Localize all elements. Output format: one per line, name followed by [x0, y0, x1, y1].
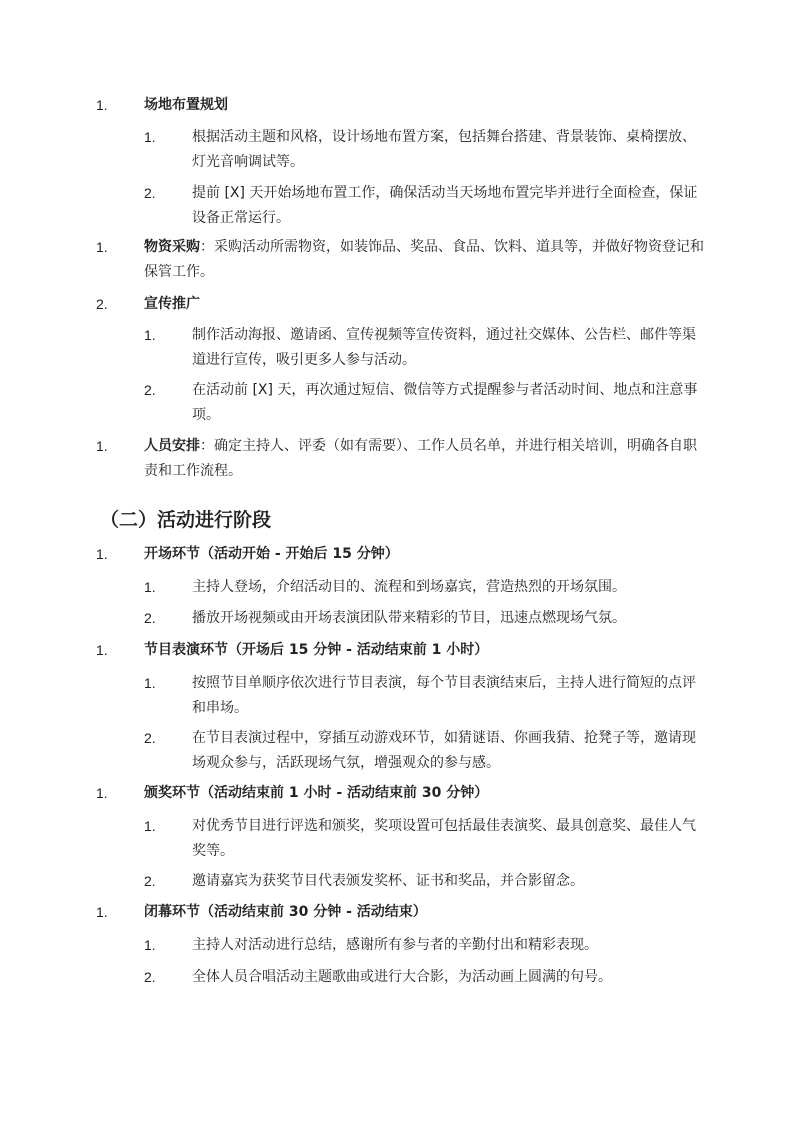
list-number: 1. — [144, 579, 156, 595]
list-number: 1. — [96, 239, 108, 255]
item-text: 根据活动主题和风格，设计场地布置方案，包括舞台搭建、背景装饰、桌椅摆放、灯光音响调试等。 — [192, 129, 696, 170]
list-number: 1. — [96, 904, 108, 920]
item-text: 播放开场视频或由开场表演团队带来精彩的节目，迅速点燃现场气氛。 — [192, 610, 626, 626]
list-number: 2. — [144, 382, 156, 398]
list-number: 2. — [96, 296, 108, 312]
item-title: 场地布置规划 — [144, 97, 228, 113]
list-number: 1. — [96, 438, 108, 454]
item-title: 节目表演环节（开场后 15 分钟 - 活动结束前 1 小时） — [144, 642, 489, 658]
item-title: 物资采购 — [144, 239, 200, 255]
item-text: 制作活动海报、邀请函、宣传视频等宣传资料，通过社交媒体、公告栏、邮件等渠道进行宣传，吸引更多人参与活动。 — [192, 327, 696, 368]
item-title: 开场环节（活动开始 - 开始后 15 分钟） — [144, 546, 399, 562]
item-text: 邀请嘉宾为获奖节目代表颁发奖杯、证书和奖品，并合影留念。 — [192, 873, 584, 889]
item-title: 闭幕环节（活动结束前 30 分钟 - 活动结束） — [144, 904, 427, 920]
item-text — [144, 235, 704, 285]
item-text: 对优秀节目进行评选和颁奖，奖项设置可包括最佳表演奖、最具创意奖、最佳人气奖等。 — [192, 818, 696, 859]
item-text: 在节目表演过程中，穿插互动游戏环节，如猜谜语、你画我猜、抢凳子等，邀请现场观众参与，活跃现场气氛，增强观众的参与感。 — [192, 730, 696, 771]
list-number: 2. — [144, 730, 156, 746]
item-body: ：采购活动所需物资，如装饰品、奖品、食品、饮料、道具等，并做好物资登记和保管工作。 — [144, 239, 704, 280]
item-text: 主持人对活动进行总结，感谢所有参与者的辛勤付出和精彩表现。 — [192, 937, 598, 953]
item-text: 提前 [X] 天开始场地布置工作，确保活动当天场地布置完毕并进行全面检查，保证设备正常运行。 — [192, 185, 698, 226]
item-text — [144, 434, 704, 484]
item-text: 全体人员合唱活动主题歌曲或进行大合影，为活动画上圆满的句号。 — [192, 969, 612, 985]
list-number: 2. — [144, 185, 156, 201]
list-number: 1. — [144, 327, 156, 343]
list-number: 1. — [96, 642, 108, 658]
item-text: 在活动前 [X] 天，再次通过短信、微信等方式提醒参与者活动时间、地点和注意事项。 — [192, 382, 698, 423]
item-title: 颁奖环节（活动结束前 1 小时 - 活动结束前 30 分钟） — [144, 785, 489, 801]
list-number: 2. — [144, 873, 156, 889]
item-title: 宣传推广 — [144, 296, 200, 312]
list-number: 1. — [144, 675, 156, 691]
list-number: 2. — [144, 969, 156, 985]
item-body: ：确定主持人、评委（如有需要）、工作人员名单，并进行相关培训，明确各自职责和工作流程。 — [144, 438, 697, 479]
item-title: 人员安排 — [144, 438, 200, 454]
list-number: 1. — [96, 785, 108, 801]
list-number: 1. — [96, 97, 108, 113]
item-text: 按照节目单顺序依次进行节目表演，每个节目表演结束后，主持人进行简短的点评和串场。 — [192, 675, 696, 716]
list-number: 1. — [144, 129, 156, 145]
item-text: 主持人登场，介绍活动目的、流程和到场嘉宾，营造热烈的开场氛围。 — [192, 579, 626, 595]
section-heading: （二）活动进行阶段 — [100, 509, 272, 531]
list-number: 1. — [96, 546, 108, 562]
list-number: 1. — [144, 818, 156, 834]
list-number: 1. — [144, 937, 156, 953]
list-number: 2. — [144, 610, 156, 626]
